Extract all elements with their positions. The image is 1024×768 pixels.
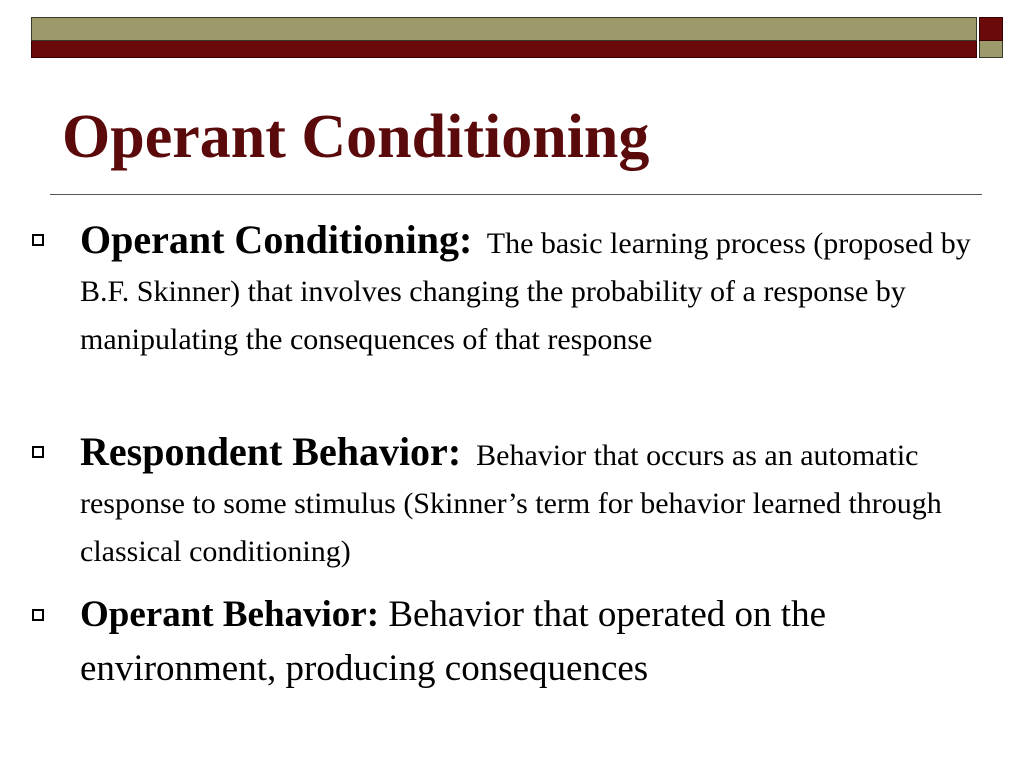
bullet-definition: Behavior that occurs as an automatic response to some stimulus (Skinner’s term for behavior learned through classical conditioning): [80, 439, 942, 568]
hollow-square-bullet-icon: [32, 234, 44, 246]
bullet-text: [80, 588, 990, 696]
header-band-maroon: [31, 41, 977, 58]
corner-square-maroon: [979, 17, 1003, 41]
corner-square-olive: [979, 41, 1003, 58]
bullet-term: Operant Conditioning:: [80, 217, 473, 262]
hollow-square-bullet-icon: [32, 609, 44, 621]
bullet-definition: The basic learning process (proposed by B.F. Skinner) that involves changing the probability of a response by manipulating the consequences of that response: [80, 227, 971, 356]
bullet-text: [80, 216, 990, 364]
header-band-olive: [31, 17, 977, 41]
bullet-definition: Behavior that operated on the environment, producing consequences: [80, 594, 826, 689]
title-divider: [50, 194, 982, 195]
slide-title: Operant Conditioning: [62, 103, 650, 171]
hollow-square-bullet-icon: [32, 446, 44, 458]
bullet-term: Respondent Behavior:: [80, 429, 462, 474]
bullet-text: [80, 428, 990, 576]
bullet-term: Operant Behavior:: [80, 594, 380, 635]
